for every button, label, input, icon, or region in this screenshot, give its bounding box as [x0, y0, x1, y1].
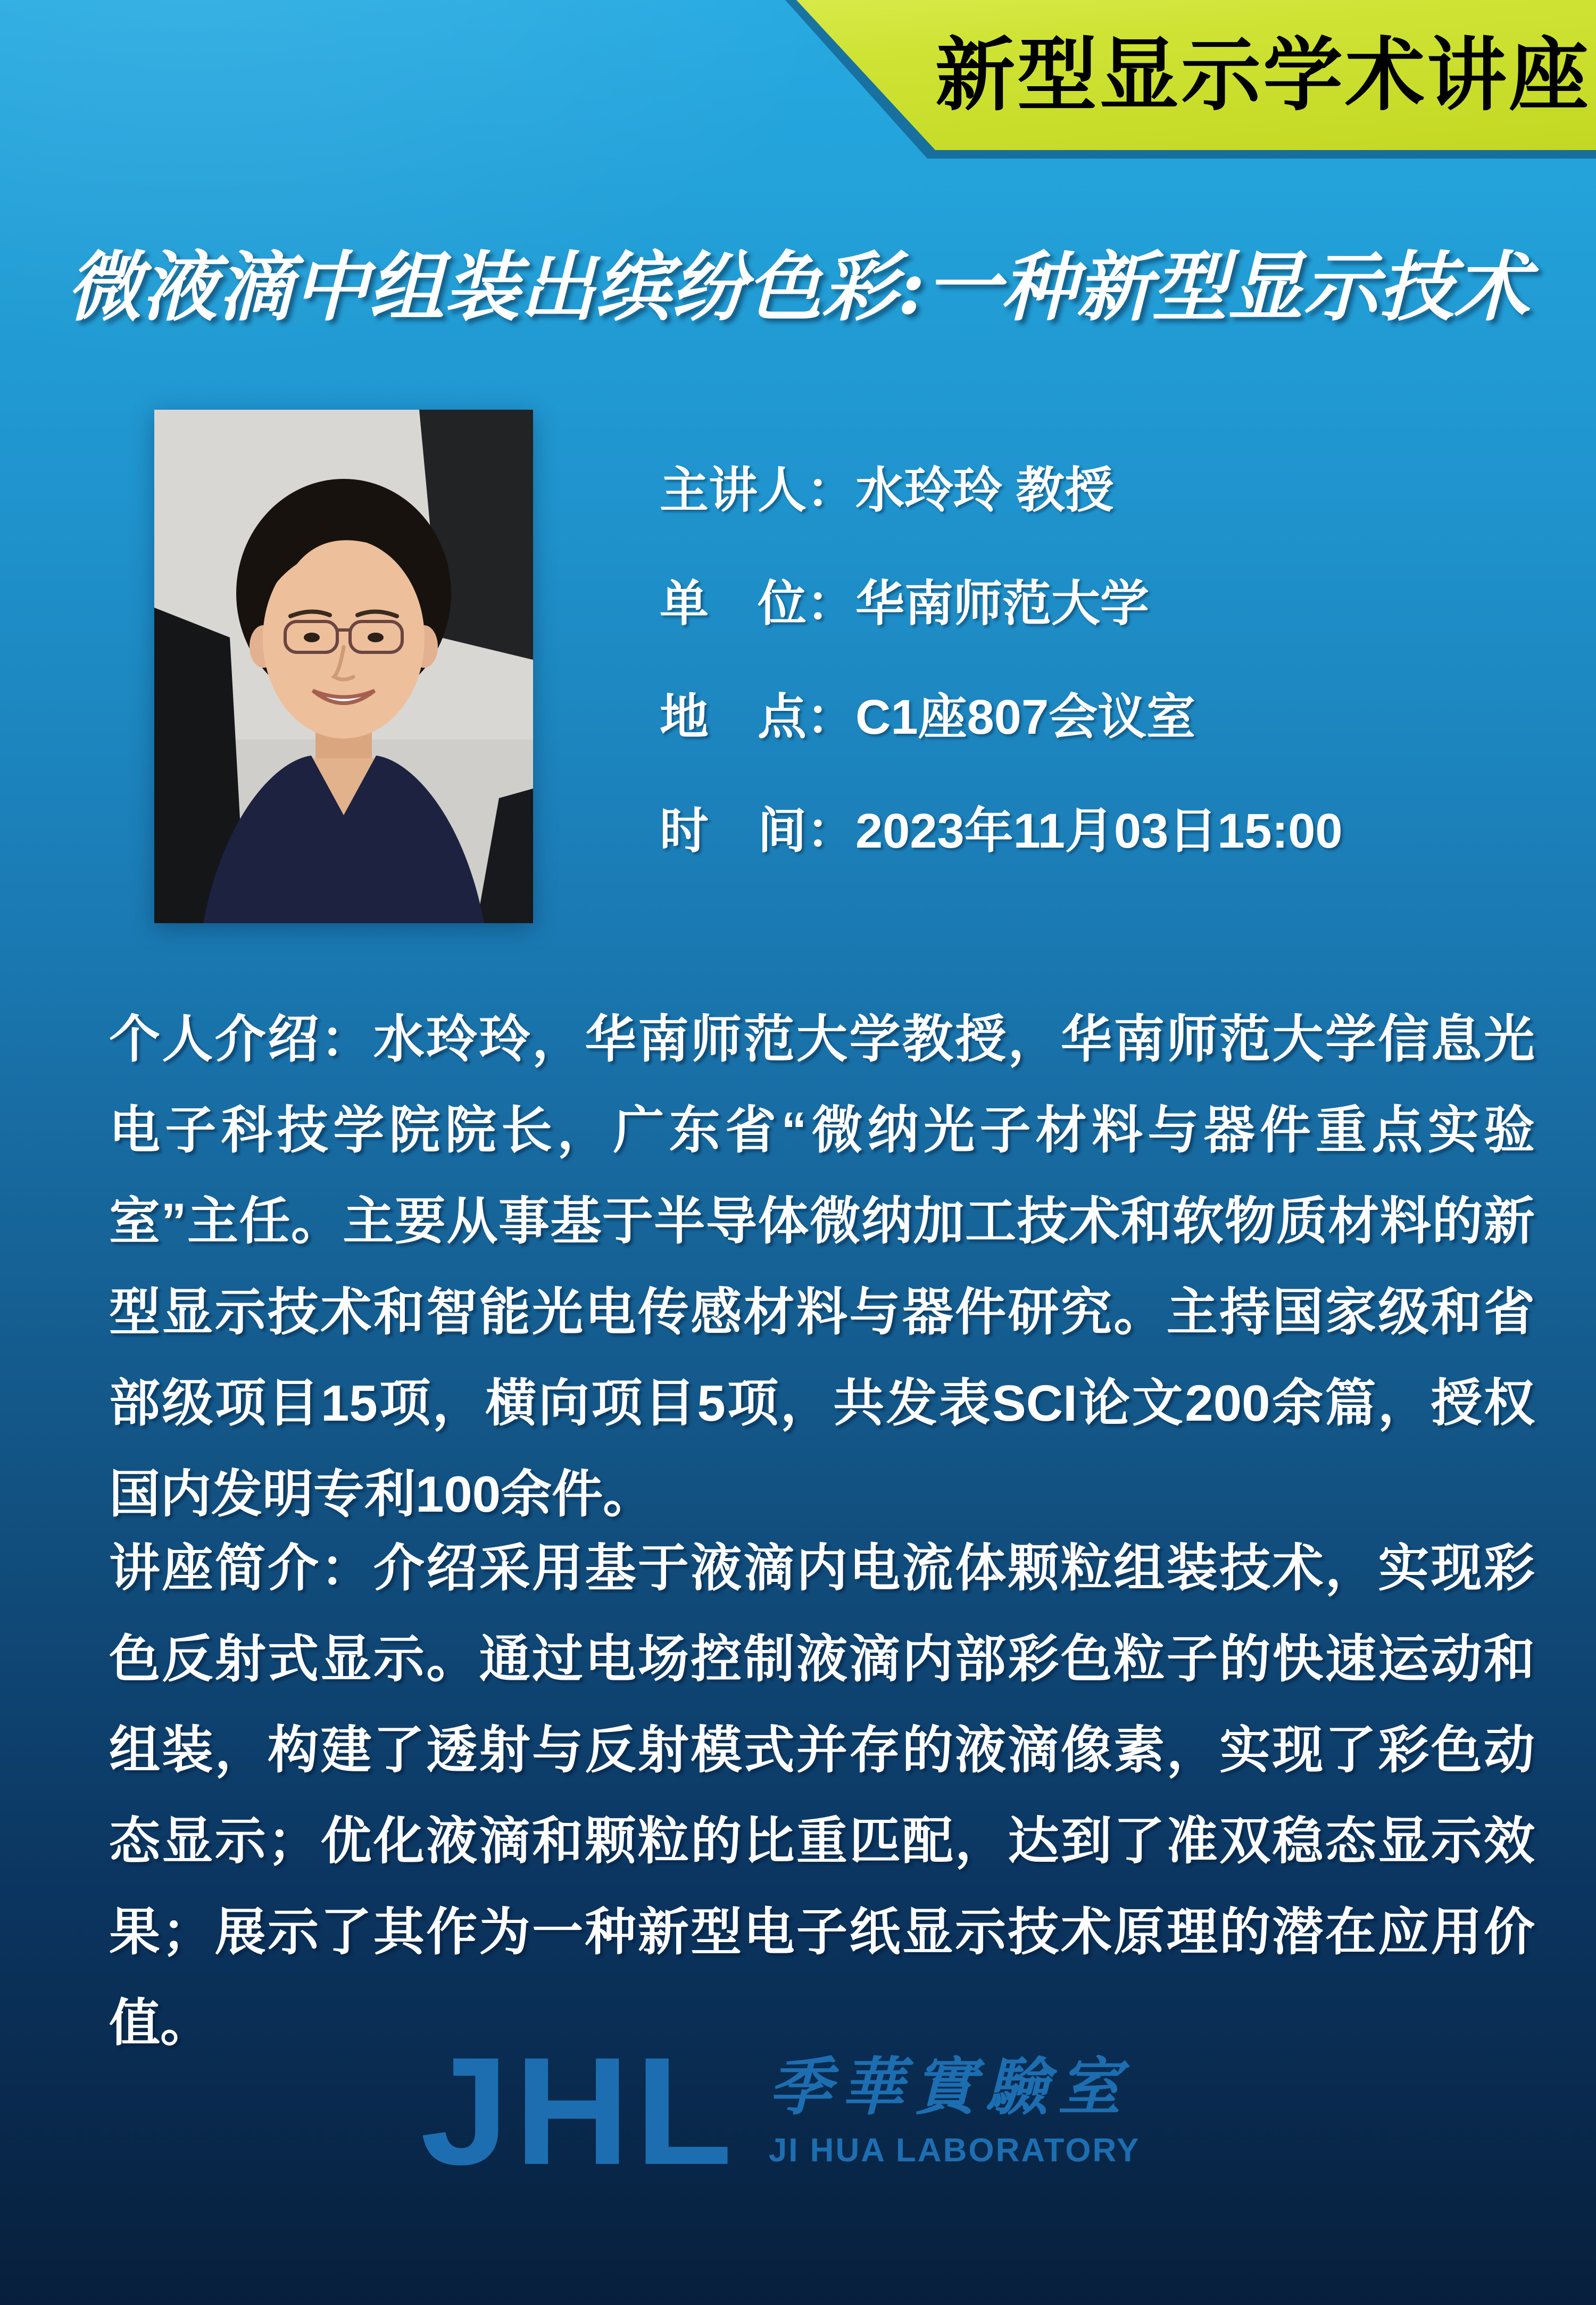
org-name-block: [768, 2049, 1141, 2170]
org-name-en: JI HUA LABORATORY: [768, 2132, 1141, 2169]
info-value-location: C1座807会议室: [855, 690, 1196, 745]
info-label-location: 地 点：: [660, 690, 856, 745]
speaker-photo: [154, 410, 533, 923]
speaker-info: [660, 464, 1343, 918]
banner-title: 新型显示学术讲座: [935, 30, 1591, 120]
info-value-affiliation: 华南师范大学: [855, 577, 1150, 632]
bio-paragraph: 个人介绍：水玲玲，华南师范大学教授，华南师范大学信息光电子科技学院院长，广东省“微纳光子材料与器件重点实验室”主任。主要从事基于半导体微纳加工技术和软物质材料的新型显示技术和智能光电传感材料与器件研究。主持国家级和省部级项目15项，横向项目5项，共发表SCI论文200余篇，授权国内发明专利100余件。: [109, 1011, 1535, 1523]
portrait-eye-right: [368, 633, 384, 642]
jhl-logo-mark: JHL: [420, 2025, 738, 2197]
info-label-speaker: 主讲人：: [660, 463, 856, 518]
abstract-paragraph: 讲座简介：介绍采用基于液滴内电流体颗粒组装技术，实现彩色反射式显示。通过电场控制液滴内部彩色粒子的快速运动和组装，构建了透射与反射模式并存的液滴像素，实现了彩色动态显示；优化液滴和颗粒的比重匹配，达到了准双稳态显示效果；展示了其作为一种新型电子纸显示技术原理的潜在应用价值。: [109, 1540, 1535, 2052]
org-name-cn: 季華實驗室: [768, 2049, 1130, 2124]
info-value-time: 2023年11月03日15:00: [855, 803, 1343, 858]
info-row-affiliation: [660, 577, 1343, 631]
footer-logo: [420, 2025, 1141, 2197]
info-row-time: [660, 805, 1343, 858]
info-row-speaker: [660, 464, 1343, 518]
info-value-speaker: 水玲玲 教授: [855, 463, 1114, 518]
info-label-affiliation: 单 位：: [660, 577, 856, 632]
info-label-time: 时 间：: [660, 803, 856, 858]
speaker-portrait-art: [154, 410, 533, 923]
info-row-location: [660, 691, 1343, 744]
lecture-title: 微液滴中组装出缤纷色彩:一种新型显示技术: [66, 243, 1530, 331]
portrait-eye-left: [304, 633, 320, 642]
